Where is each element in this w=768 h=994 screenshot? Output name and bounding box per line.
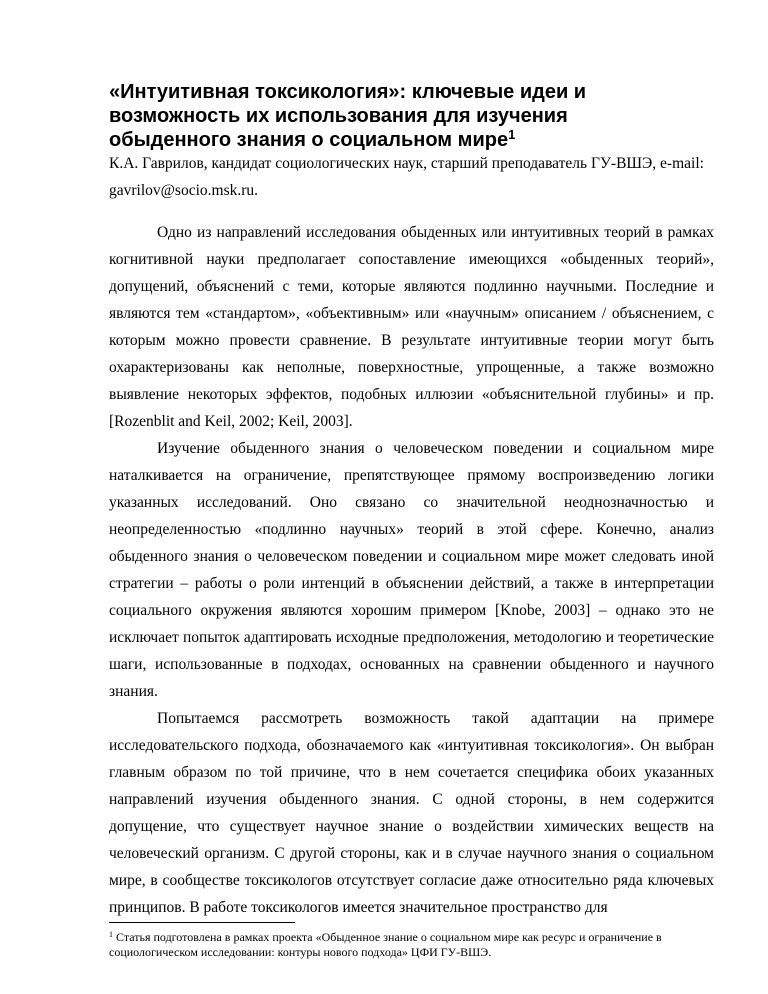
paragraph-2: Изучение обыденного знания о человеческом поведении и социальном мире наталкивается на ограничение, препятствующее прямому воспроизведению логики указанных исследований. Оно связано со значительной неоднозначностью и неопределенностью «подлинно научных» теорий в этой сфере. Конечно, анализ обыденного знания о человеческом поведении и социальном мире может следовать иной стратегии – работы о роли интенций в объяснении действий, а также в интерпретации социального окружения являются хорошим примером [Knobe, 2003] – однако это не исключает попыток адаптировать исходные предположения, методологию и теоретические шаги, использованные в подходах, основанных на сравнении обыденного и научного знания. [109,440,714,700]
title-text: «Интуитивная токсикология»: ключевые идеи и возможность их использования для изучения обыденного знания о социальном мире [109,81,587,151]
footnote [109,930,714,960]
author-line: К.А. Гаврилов, кандидат социологических наук, старший преподаватель ГУ-ВШЭ, e-mail: gavrilov@socio.msk.ru. [109,155,704,199]
footnote-text: Статья подготовлена в рамках проекта «Обыденное знание о социальном мире как ресурс и ограничение в социологическом исследовании: контуры нового подхода» ЦФИ ГУ-ВШЭ. [109,930,662,959]
article-title [109,80,669,152]
paragraph-3: Попытаемся рассмотреть возможность такой адаптации на примере исследовательского подхода, обозначаемого как «интуитивная токсикология». Он выбран главным образом по той причине, что в нем сочетается специфика обоих указанных направлений изучения обыденного знания. С одной стороны, в нем содержится допущение, что существует научное знание о воздействии химических веществ на человеческий организм. С другой стороны, как и в случае научного знания о социальном мире, в сообществе токсикологов отсутствует согласие даже относительно ряда ключевых принципов. В работе токсикологов имеется значительное пространство для [109,710,714,916]
paragraph-1: Одно из направлений исследования обыденных или интуитивных теорий в рамках когнитивной науки предполагает сопоставление имеющихся «обыденных теорий», допущений, объяснений с теми, которые являются подлинно научными. Последние и являются тем «стандартом», «объективным» или «научным» описанием / объяснением, с которым можно провести сравнение. В результате интуитивные теории могут быть охарактеризованы как неполные, поверхностные, упрощенные, а также возможно выявление некоторых эффектов, подобных иллюзии «объяснительной глубины» и пр. [Rozenblit and Keil, 2002; Keil, 2003]. [109,224,714,430]
article-body [109,150,714,921]
title-footnote-marker[interactable]: 1 [508,127,516,142]
footnote-divider [109,922,295,923]
footnote-marker: 1 [109,930,113,939]
